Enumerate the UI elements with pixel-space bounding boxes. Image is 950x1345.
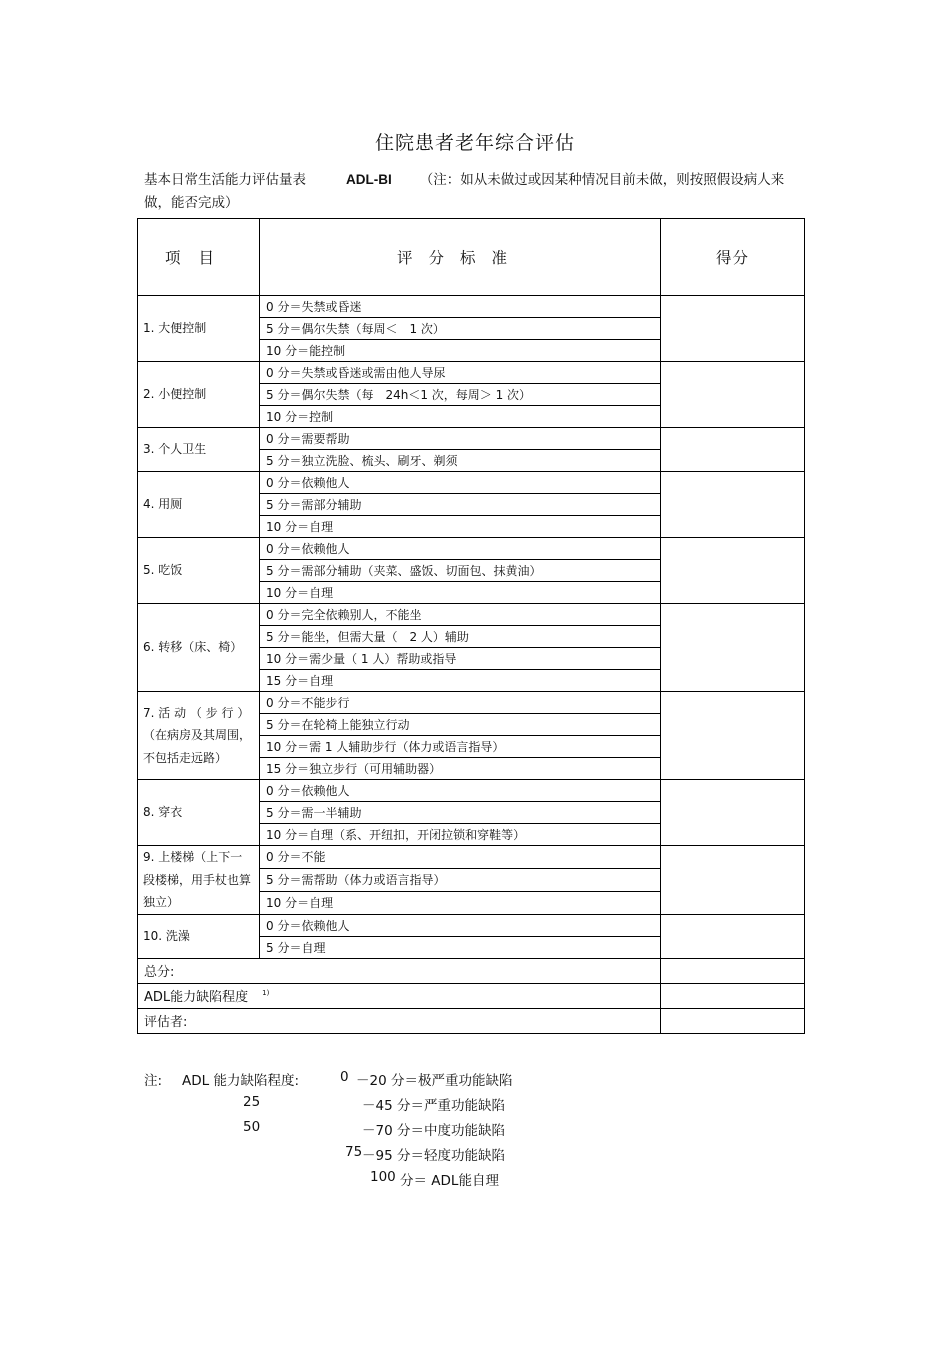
score-cell[interactable] [661,604,805,692]
table-row [138,780,805,802]
criterion: 0 分＝依赖他人 [260,914,661,936]
criterion: 5 分＝独立洗脸、梳头、刷牙、剃须 [260,450,661,472]
note-line [144,1144,704,1169]
criterion: 5 分＝需帮助（体力或语言指导） [260,868,661,891]
range-to: －45 分＝严重功能缺陷 [362,1098,505,1114]
range-to: 分＝ ADL能自理 [400,1173,499,1189]
table-header-row [138,219,805,296]
score-cell[interactable] [661,296,805,362]
item-label: 8. 穿衣 [138,780,260,846]
criterion: 0 分＝不能 [260,846,661,869]
table-row [138,296,805,318]
footnote-mark: 1) [262,989,270,997]
item-label: 4. 用厕 [138,472,260,538]
criterion: 10 分＝自理 [260,516,661,538]
score-cell[interactable] [661,538,805,604]
criterion: 0 分＝依赖他人 [260,472,661,494]
criterion: 5 分＝自理 [260,936,661,958]
note-line [144,1119,704,1144]
table-row [138,362,805,384]
criterion: 0 分＝完全依赖别人，不能坐 [260,604,661,626]
assessor-row [138,1008,805,1033]
total-row [138,958,805,983]
criterion: 10 分＝能控制 [260,340,661,362]
criterion: 5 分＝在轮椅上能独立行动 [260,714,661,736]
adl-degree-score-cell[interactable] [661,983,805,1008]
assessor-cell[interactable] [661,1008,805,1033]
total-label: 总分: [138,958,661,983]
adl-table-body [138,296,805,959]
note-line [144,1169,704,1194]
item-label: 9. 上楼梯（上下一段楼梯，用手杖也算独立） [138,846,260,915]
item-label: 5. 吃饭 [138,538,260,604]
criterion: 0 分＝依赖他人 [260,538,661,560]
header-score: 得分 [661,219,805,296]
criterion: 5 分＝需部分辅助 [260,494,661,516]
note-label: ADL 能力缺陷程度: [182,1073,299,1089]
score-cell[interactable] [661,914,805,958]
item-label: 10. 洗澡 [138,914,260,958]
score-cell[interactable] [661,428,805,472]
range-from: 100 [370,1169,396,1185]
criterion: 10 分＝自理 [260,891,661,914]
score-cell[interactable] [661,362,805,428]
criterion: 5 分＝需一半辅助 [260,802,661,824]
header-criteria: 评分标准 [260,219,661,296]
range-to: －70 分＝中度功能缺陷 [362,1123,505,1139]
criterion: 5 分＝需部分辅助（夹菜、盛饭、切面包、抹黄油） [260,560,661,582]
criterion: 10 分＝需 1 人辅助步行（体力或语言指导） [260,736,661,758]
note-prefix: 注: [144,1073,163,1089]
criterion: 0 分＝失禁或昏迷 [260,296,661,318]
score-cell[interactable] [661,780,805,846]
criterion: 10 分＝自理 [260,582,661,604]
criterion: 0 分＝失禁或昏迷或需由他人导尿 [260,362,661,384]
criterion: 0 分＝不能步行 [260,692,661,714]
page-title: 住院患者老年综合评估 [374,132,575,154]
item-label: 7. 活 动 （ 步 行 ）（在病房及其周围，不包括走远路） [138,692,260,780]
note-line [144,1069,704,1094]
range-from: 50 [243,1119,261,1135]
criterion: 5 分＝偶尔失禁（每 24h＜1 次，每周＞ 1 次） [260,384,661,406]
table-row [138,604,805,626]
table-row [138,692,805,714]
intro-note: （注：如从未做过或因某种情况目前未做，则按照假设病人来做，能否完成） [144,172,785,211]
adl-degree-label-cell [138,983,661,1008]
grading-notes [144,1069,704,1194]
criterion: 0 分＝依赖他人 [260,780,661,802]
table-row [138,846,805,869]
adl-degree-row [138,983,805,1008]
item-label: 3. 个人卫生 [138,428,260,472]
item-label: 1. 大便控制 [138,296,260,362]
assessor-label: 评估者: [138,1008,661,1033]
criterion: 15 分＝独立步行（可用辅助器） [260,758,661,780]
criterion: 15 分＝自理 [260,670,661,692]
range-to: －20 分＝极严重功能缺陷 [356,1073,513,1089]
table-row [138,538,805,560]
item-label: 6. 转移（床、椅） [138,604,260,692]
range-to: －95 分＝轻度功能缺陷 [362,1148,505,1164]
table-row [138,914,805,936]
criterion: 10 分＝控制 [260,406,661,428]
range-from: 25 [243,1094,261,1110]
total-score-cell[interactable] [661,958,805,983]
table-row [138,472,805,494]
scale-name: 基本日常生活能力评估量表 [144,172,306,188]
range-from: 75 [345,1144,363,1160]
header-item: 项目 [138,219,260,296]
table-row [138,428,805,450]
criterion: 0 分＝需要帮助 [260,428,661,450]
adl-table [137,218,805,1034]
intro [144,168,804,215]
score-cell[interactable] [661,692,805,780]
score-cell[interactable] [661,846,805,915]
adl-degree-label: ADL能力缺陷程度 [144,990,249,1005]
criterion: 10 分＝需少量（ 1 人）帮助或指导 [260,648,661,670]
criterion: 5 分＝能坐，但需大量（ 2 人）辅助 [260,626,661,648]
item-label: 2. 小便控制 [138,362,260,428]
criterion: 10 分＝自理（系、开纽扣，开闭拉锁和穿鞋等） [260,824,661,846]
scale-code: ADL-BI [346,172,392,187]
criterion: 5 分＝偶尔失禁（每周＜ 1 次） [260,318,661,340]
range-from: 0 [340,1069,349,1085]
score-cell[interactable] [661,472,805,538]
note-line [144,1094,704,1119]
